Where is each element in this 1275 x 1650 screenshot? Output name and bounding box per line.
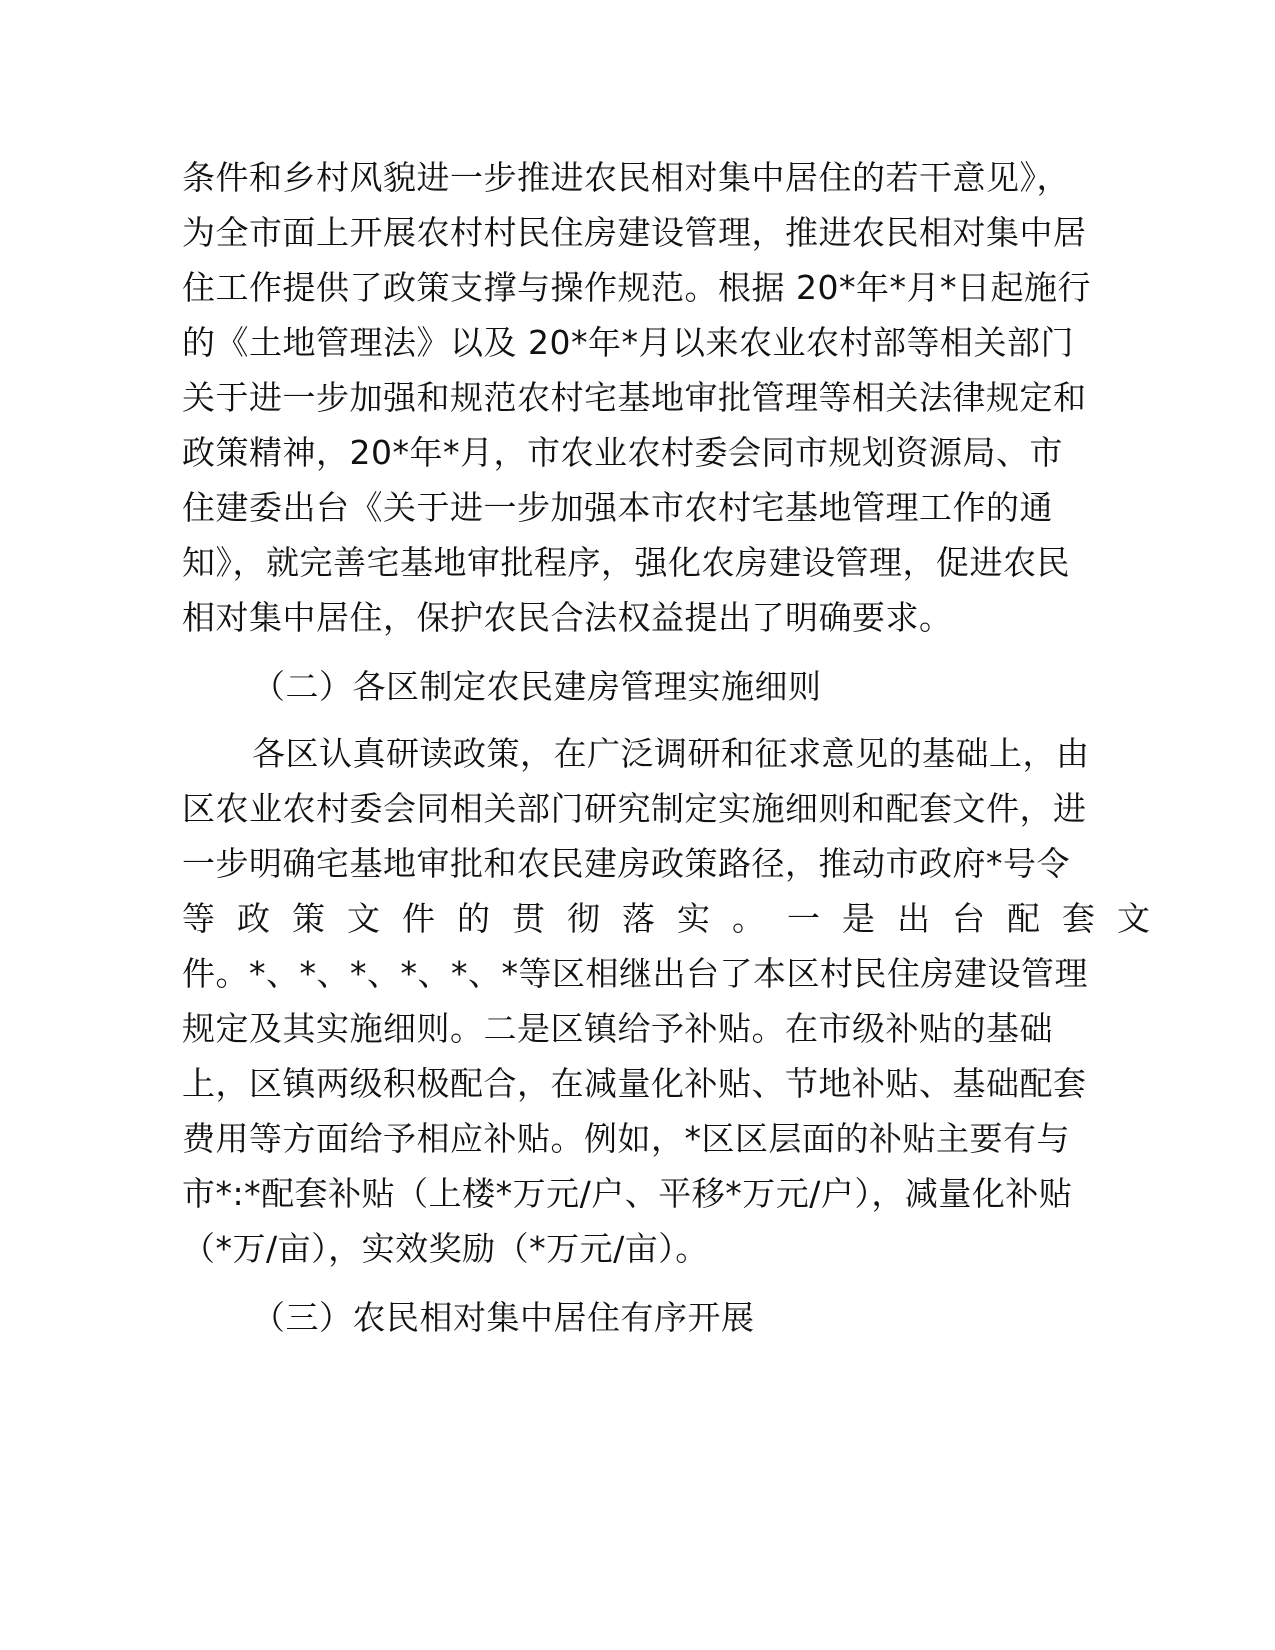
paragraph-1-line-7: 住建委出台《关于进一步加强本市农村宅基地管理工作的通 [182,488,1053,527]
paragraph-2-line-9: 市*:*配套补贴（上楼*万元/户、平移*万元/户），减量化补贴 [182,1174,1073,1213]
paragraph-1-line-6: 政策精神，20*年*月，市农业农村委会同市规划资源局、市 [182,433,1063,472]
paragraph-1-line-4: 的《土地管理法》以及 20*年*月以来农业农村部等相关部门 [182,323,1074,362]
paragraph-1-line-1: 条件和乡村风貌进一步推进农民相对集中居住的若干意见》， [182,158,1070,197]
section-heading-2: （二）各区制定农民建房管理实施细则 [252,667,822,706]
paragraph-2-line-2: 区农业农村委会同相关部门研究制定实施细则和配套文件，进 [182,789,1087,828]
paragraph-2-line-4: 等政策文件的贯彻落实。一是出台配套文 [182,899,1172,938]
paragraph-1-line-2: 为全市面上开展农村村民住房建设管理，推进农民相对集中居 [182,213,1087,252]
paragraph-1-line-5: 关于进一步加强和规范农村宅基地审批管理等相关法律规定和 [182,378,1087,417]
paragraph-1-line-9: 相对集中居住，保护农民合法权益提出了明确要求。 [182,598,953,637]
paragraph-2-line-3: 一步明确宅基地审批和农民建房政策路径，推动市政府*号令 [182,844,1070,883]
paragraph-1-line-8: 知》，就完善宅基地审批程序，强化农房建设管理，促进农民 [182,543,1070,582]
section-heading-3: （三）农民相对集中居住有序开展 [252,1298,755,1337]
paragraph-2-line-7: 上，区镇两级积极配合，在减量化补贴、节地补贴、基础配套 [182,1064,1087,1103]
paragraph-1-line-3: 住工作提供了政策支撑与操作规范。根据 20*年*月*日起施行 [182,268,1091,307]
paragraph-2-line-10: （*万/亩），实效奖励（*万元/亩）。 [182,1229,709,1268]
paragraph-2-line-5: 件。*、*、*、*、*、*等区相继出台了本区村民住房建设管理 [182,954,1088,993]
paragraph-2-line-6: 规定及其实施细则。二是区镇给予补贴。在市级补贴的基础 [182,1009,1053,1048]
paragraph-2-line-8: 费用等方面给予相应补贴。例如，*区区层面的补贴主要有与 [182,1119,1070,1158]
paragraph-2-line-1: 各区认真研读政策，在广泛调研和征求意见的基础上，由 [252,734,1090,773]
